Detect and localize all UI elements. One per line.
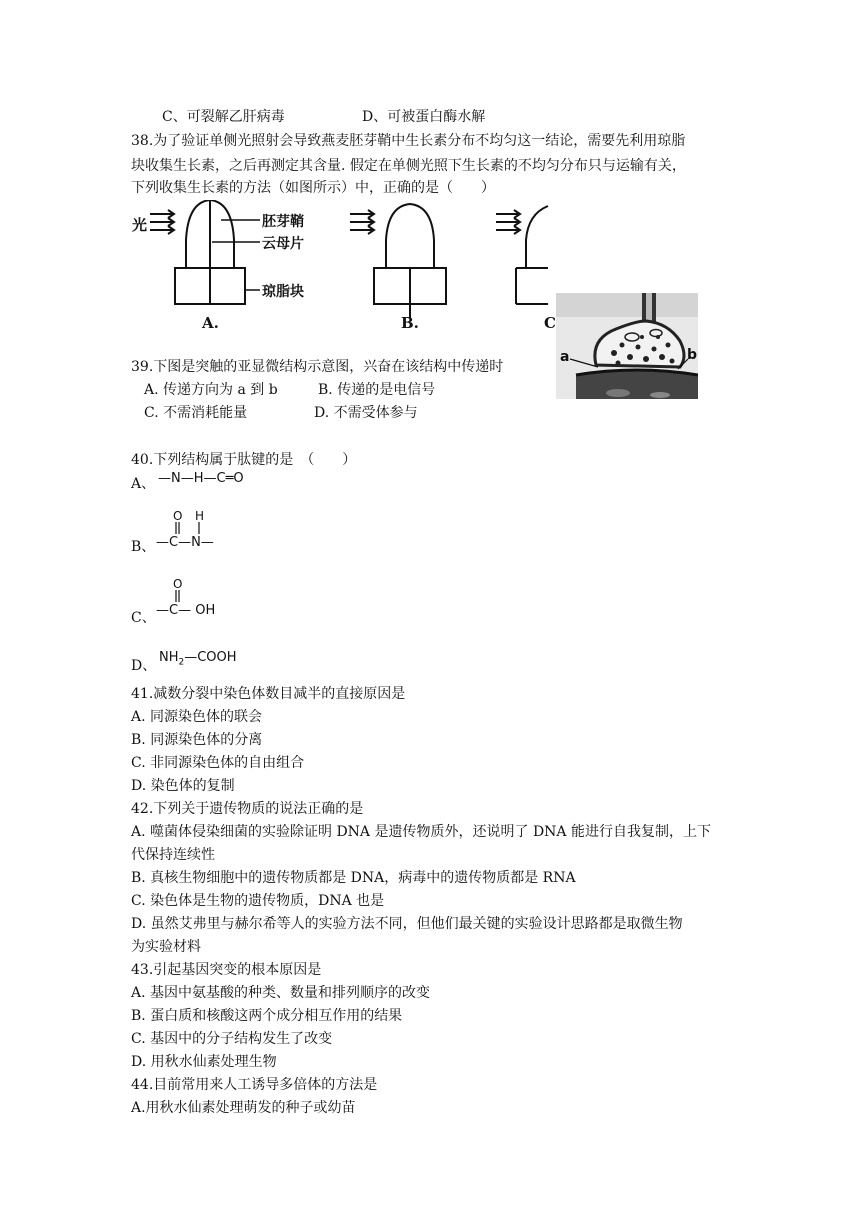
q37-option-d: D、可被蛋白酶水解	[362, 109, 486, 125]
q41-option-a: A. 同源染色体的联会	[131, 709, 263, 725]
q40-option-c: C、	[131, 610, 156, 626]
panel-b-label: B.	[401, 314, 419, 332]
q39-synapse-figure	[556, 293, 698, 399]
q43-option-a: A. 基因中氨基酸的种类、数量和排列顺序的改变	[131, 985, 431, 1001]
synapse-label-a: a	[560, 349, 570, 365]
q42-option-d-line1: D. 虽然艾弗里与赫尔希等人的实验方法不同，但他们最关键的实验设计思路都是取微生物	[131, 916, 683, 932]
q40-option-b: B、	[131, 539, 156, 555]
light-label: 光	[132, 216, 148, 234]
q39-stem: 39.下图是突触的亚显微结构示意图，兴奋在该结构中传递时	[131, 359, 504, 375]
panel-c-label: C	[544, 314, 556, 332]
q40-structure-c-oxygen: O	[173, 577, 183, 591]
q40-structure-b-oxygen: O	[173, 509, 183, 523]
q44-stem: 44.目前常用来人工诱导多倍体的方法是	[131, 1077, 378, 1093]
q40-structure-b-hydrogen: H	[195, 509, 205, 523]
q37-option-c: C、可裂解乙肝病毒	[162, 109, 285, 125]
q40-option-d: D、	[131, 658, 157, 674]
q39-option-c: C. 不需消耗能量	[144, 405, 248, 421]
q44-option-a: A.用秋水仙素处理萌发的种子或幼苗	[131, 1100, 356, 1116]
q42-option-c: C. 染色体是生物的遗传物质，DNA 也是	[131, 893, 385, 909]
q40-structure-d: $NH_2—COOH$	[159, 650, 237, 668]
q38-stem-line3: 下列收集生长素的方法（如图所示）中，正确的是（ ）	[131, 180, 495, 196]
q40-structure-c: —C— OH	[156, 603, 216, 618]
q41-option-b: B. 同源染色体的分离	[131, 732, 263, 748]
mica-label: 云母片	[262, 236, 304, 252]
synapse-label-b: b	[687, 347, 698, 363]
q43-option-c: C. 基因中的分子结构发生了改变	[131, 1031, 333, 1047]
q41-option-d: D. 染色体的复制	[131, 778, 235, 794]
q42-option-a-line2: 代保持连续性	[131, 847, 215, 863]
q39-option-d: D. 不需受体参与	[314, 405, 418, 421]
agar-label: 琼脂块	[262, 284, 304, 300]
q38-stem-line1: 38.为了验证单侧光照射会导致燕麦胚芽鞘中生长素分布不均匀这一结论，需要先利用琼脂	[131, 133, 686, 149]
q41-stem: 41.减数分裂中染色体数目减半的直接原因是	[131, 686, 406, 702]
q41-option-c: C. 非同源染色体的自由组合	[131, 755, 305, 771]
q43-option-d: D. 用秋水仙素处理生物	[131, 1054, 277, 1070]
q43-option-b: B. 蛋白质和核酸这两个成分相互作用的结果	[131, 1008, 403, 1024]
q40-structure-a: —N—H—C═O	[158, 471, 244, 486]
q43-stem: 43.引起基因突变的根本原因是	[131, 962, 322, 978]
q42-option-d-line2: 为实验材料	[131, 939, 201, 955]
q42-option-b: B. 真核生物细胞中的遗传物质都是 DNA，病毒中的遗传物质都是 RNA	[131, 870, 576, 886]
q42-stem: 42.下列关于遗传物质的说法正确的是	[131, 801, 364, 817]
q39-option-b: B. 传递的是电信号	[318, 382, 436, 398]
q38-stem-line2: 块收集生长素，之后再测定其含量. 假定在单侧光照下生长素的不均匀分布只与运输有关，	[131, 158, 686, 174]
q38-coleoptile-figure	[128, 200, 558, 340]
q40-structure-b: —C—N—	[156, 535, 214, 550]
q39-option-a: A. 传递方向为 a 到 b	[144, 382, 278, 398]
coleoptile-label: 胚芽鞘	[262, 214, 304, 230]
q40-stem: 40.下列结构属于肽键的是 （ ）	[131, 452, 357, 468]
q40-option-a: A、	[131, 476, 156, 492]
panel-a-label: A.	[202, 314, 219, 332]
q42-option-a-line1: A. 噬菌体侵染细菌的实验除证明 DNA 是遗传物质外，还说明了 DNA 能进行自我复制，上下	[131, 824, 711, 840]
